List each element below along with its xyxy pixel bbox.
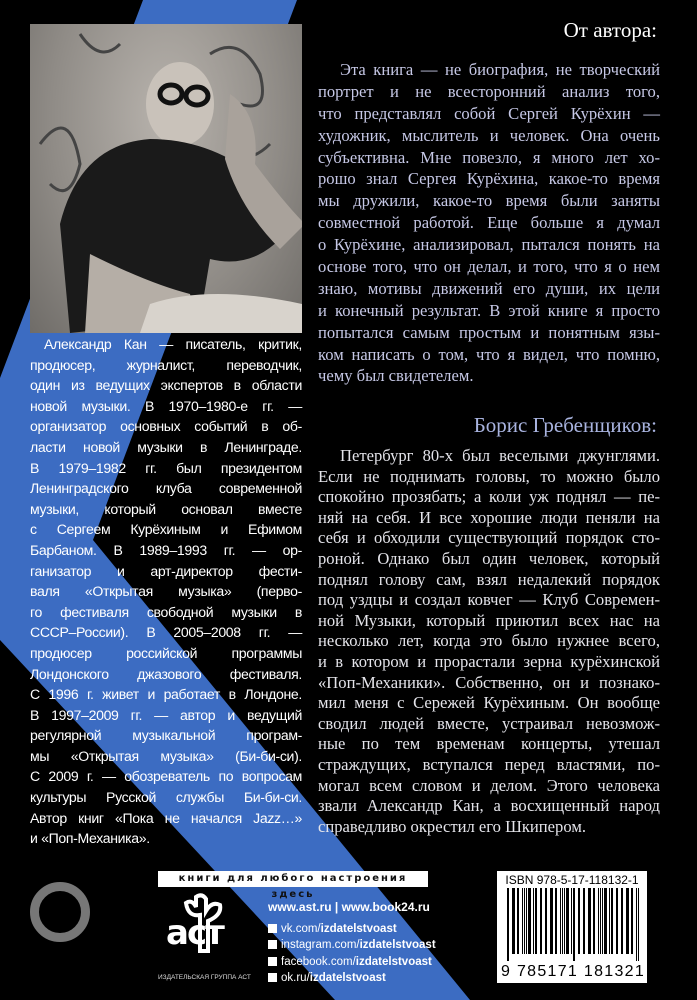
text-line: Ленинградского клуба современной bbox=[30, 480, 302, 497]
text-line: с Сергеем Курёхиным и Ефимом bbox=[30, 521, 302, 538]
text-line: совместной работой. Еще больше я думал bbox=[318, 213, 660, 233]
grebenshchikov-quote bbox=[318, 446, 660, 837]
publisher-links bbox=[268, 900, 436, 984]
text-line: звали Александр Кан, а восхищенный народ bbox=[318, 796, 660, 816]
barcode-bar bbox=[535, 888, 537, 954]
text-line: могал всем словом и делом. Этого человека bbox=[318, 775, 660, 795]
barcode-bar bbox=[611, 888, 613, 954]
social-link-handle: izdatelstvoast bbox=[359, 939, 436, 951]
text-line: справедливо окрестил его Шкипером. bbox=[318, 816, 586, 836]
text-line: чему был свидетелем. bbox=[318, 366, 474, 386]
text-line: мил меня с Сережей Курёхиным. Он вообще bbox=[318, 693, 660, 713]
text-line: под уздцы и создал ковчег — Клуб Современ- bbox=[318, 590, 660, 610]
text-line: мы «Открытая музыка» (Би-би-си). bbox=[30, 747, 302, 764]
text-line: Если не поднимать головы, то можно было bbox=[318, 466, 660, 486]
barcode-bar bbox=[507, 888, 509, 961]
text-line: ком написать о том, что я видел, что помню, bbox=[318, 344, 660, 364]
text-line: Александр Кан — писатель, критик, bbox=[44, 336, 302, 352]
text-line: и конечный результат. В этой книге я просто bbox=[318, 300, 660, 320]
text-line: себя и обходили существующий порядок сто- bbox=[318, 528, 660, 548]
text-line: субъективна. Мне повезло, я много лет хо- bbox=[318, 147, 660, 167]
text-line: организатор основных событий в об- bbox=[30, 418, 302, 435]
barcode-bar bbox=[571, 888, 572, 954]
text-line: культуры Русской службы Би-би-си. bbox=[30, 789, 302, 806]
barcode-bar bbox=[621, 888, 623, 954]
text-line: валя «Открытая музыка» (перво- bbox=[30, 583, 302, 600]
social-link-handle: izdatelstvoast bbox=[309, 972, 386, 984]
social-link[interactable] bbox=[268, 923, 436, 940]
website-links[interactable]: www.ast.ru | www.book24.ru bbox=[268, 900, 430, 914]
text-line: Барбаном. В 1989–1993 гг. — ор- bbox=[30, 541, 302, 558]
text-line: ной Музыки, который приютил всех нас на bbox=[318, 610, 660, 630]
text-line: Петербург 80-х был веселыми джунглями. bbox=[340, 446, 660, 465]
barcode-bar bbox=[540, 888, 542, 954]
text-line: один из ведущих экспертов в области bbox=[30, 377, 302, 394]
text-line: Лондонского джазового фестиваля. bbox=[30, 665, 302, 682]
barcode-bars bbox=[507, 888, 641, 961]
text-line: го фестиваля свободной музыки в bbox=[30, 603, 302, 620]
text-line: В 1979–1982 гг. был президентом bbox=[30, 459, 302, 476]
barcode-bar bbox=[550, 888, 553, 954]
barcode-bar bbox=[555, 888, 557, 954]
barcode-bar bbox=[631, 888, 633, 954]
text-line: поднял голову сам, взял недалекий порядок bbox=[318, 569, 660, 589]
text-line: мы дружили, какое-то время были заняты bbox=[318, 191, 660, 211]
barcode-bar bbox=[609, 888, 610, 954]
barcode-bar bbox=[564, 888, 565, 954]
publisher-tagline: книги для любого настроения здесь bbox=[158, 871, 428, 887]
text-line: продюсер, журналист, переводчик, bbox=[30, 356, 302, 373]
author-note-heading: От автора: bbox=[563, 18, 657, 42]
barcode-bar bbox=[583, 888, 585, 954]
grebenshchikov-heading: Борис Гребенщиков: bbox=[473, 413, 657, 437]
text-line: ные по тем временам концерты, утешал bbox=[318, 734, 660, 754]
text-line: портрет и не всесторонний анализ того, bbox=[318, 81, 660, 101]
barcode-bar bbox=[517, 888, 519, 954]
barcode-bar bbox=[566, 888, 569, 954]
barcode-bar bbox=[578, 888, 580, 954]
barcode-bar bbox=[604, 888, 607, 954]
isbn-text: ISBN 978-5-17-118132-1 bbox=[505, 873, 639, 887]
text-line: роной. Однако был один человек, который bbox=[318, 548, 660, 568]
facebook-icon bbox=[268, 957, 277, 966]
barcode-bar bbox=[560, 888, 561, 954]
text-line: Автор книг «Пока не начался Jazz…» bbox=[30, 809, 302, 826]
barcode-bar bbox=[524, 888, 525, 954]
barcode-bar bbox=[512, 888, 515, 954]
text-line: «Поп-Механики». Собственно, он и познако- bbox=[318, 672, 660, 692]
text-line: художник, мыслитель и человек. Она очень bbox=[318, 125, 660, 145]
text-line: няй на себя. И все хорошие люди пеняли на bbox=[318, 507, 660, 527]
social-link-prefix: ok.ru/ bbox=[281, 972, 310, 984]
author-note-text bbox=[318, 59, 660, 387]
barcode-bar bbox=[528, 888, 531, 954]
barcode-bar bbox=[588, 888, 591, 954]
text-line: СССР–России). В 2005–2008 гг. — bbox=[30, 624, 302, 641]
barcode-bar bbox=[526, 888, 527, 954]
isbn-barcode bbox=[497, 871, 647, 983]
social-link-handle: izdatelstvoast bbox=[355, 955, 432, 968]
social-link-prefix: vk.com/ bbox=[281, 922, 321, 935]
barcode-bar bbox=[593, 888, 595, 954]
barcode-bar bbox=[573, 888, 575, 961]
barcode-bar bbox=[533, 888, 534, 954]
text-line: В 1997–2009 гг. — автор и ведущий bbox=[30, 706, 302, 723]
text-line: несколько лет, когда это было нужнее всего, bbox=[318, 631, 660, 651]
barcode-bar bbox=[626, 888, 629, 954]
ean-number: 9 785171 181321 bbox=[501, 963, 646, 980]
text-line: спокойно прозябать; а коли уж поднял — пе- bbox=[318, 487, 660, 507]
text-line: знаю, мотивы движений его души, их цели bbox=[318, 278, 660, 298]
text-line: и в котором и прорастали зерна курёхинской bbox=[318, 651, 660, 671]
barcode-bar bbox=[598, 888, 599, 954]
barcode-bar bbox=[562, 888, 563, 954]
text-line: Эта книга — не биография, не творческий bbox=[340, 60, 660, 79]
text-line: новой музыки. В 1970–1980-е гг. — bbox=[30, 397, 302, 414]
vk-icon bbox=[268, 924, 277, 933]
text-line: и «Поп-Механика». bbox=[30, 830, 150, 847]
social-link-prefix: instagram.com/ bbox=[281, 939, 360, 951]
ast-logo-text: аст bbox=[166, 913, 223, 953]
text-line: музыки, который основал вместе bbox=[30, 500, 302, 517]
social-link[interactable] bbox=[268, 939, 436, 956]
social-link-handle: izdatelstvoast bbox=[320, 922, 397, 935]
text-line: С 2009 г. — обозреватель по вопросам bbox=[30, 768, 302, 785]
barcode-bar bbox=[616, 888, 618, 954]
barcode-bar bbox=[638, 888, 639, 961]
barcode-bar bbox=[545, 888, 547, 954]
circle-logo-icon bbox=[30, 882, 90, 942]
text-line: рошо знал Сергея Курёхина, какое-то время bbox=[318, 169, 660, 189]
text-line: основе того, что он делал, и того, что я о нем bbox=[318, 257, 660, 277]
instagram-icon bbox=[268, 940, 277, 949]
barcode-bar bbox=[600, 888, 601, 954]
text-line: регулярной музыкальной програм- bbox=[30, 727, 302, 744]
text-line: сводил людей вместе, устраивал невозмож- bbox=[318, 713, 660, 733]
text-line: продюсер российской программы bbox=[30, 644, 302, 661]
barcode-bar bbox=[636, 888, 637, 961]
text-line: попытался самым простым и понятным язы- bbox=[318, 322, 660, 342]
text-line: ласти новой музыки в Ленинграде. bbox=[30, 438, 302, 455]
ok-icon bbox=[268, 973, 277, 982]
barcode-bar bbox=[602, 888, 603, 954]
author-bio bbox=[30, 334, 302, 849]
author-photo bbox=[30, 24, 302, 333]
ast-logo-subtitle: ИЗДАТЕЛЬСКАЯ ГРУППА АСТ bbox=[158, 974, 251, 981]
barcode-bar bbox=[522, 888, 523, 954]
text-line: страждущих, вступался перед властями, по- bbox=[318, 754, 660, 774]
social-link-prefix: facebook.com/ bbox=[281, 955, 356, 968]
text-line: С 1996 г. живет и работает в Лондоне. bbox=[30, 686, 302, 703]
social-link[interactable] bbox=[268, 956, 436, 973]
social-link[interactable] bbox=[268, 972, 436, 989]
text-line: что представлял собой Сергей Курёхин — bbox=[318, 103, 660, 123]
text-line: ганизатор и арт-директор фести- bbox=[30, 562, 302, 579]
text-line: о Курёхине, анализировал, пытался понять на bbox=[318, 235, 660, 255]
